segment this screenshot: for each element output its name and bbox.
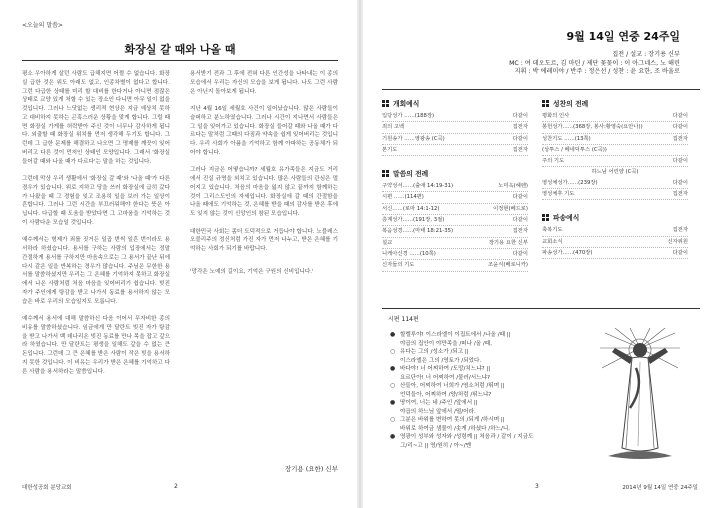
- order-item-name: 성찬기도 ……(13쪽): [542, 135, 591, 142]
- order-item-leader: 이정현(베드로): [493, 205, 528, 212]
- psalm-verse: [390, 348, 600, 357]
- section-gap: [542, 200, 688, 210]
- order-item-name: 구약성서……(출애 14:19-31): [382, 183, 454, 190]
- order-item: [542, 248, 688, 259]
- verse-text: 이스라엘은 그의 /영토가 /되었다.: [400, 357, 482, 364]
- order-item-leader: 집전자: [672, 191, 688, 198]
- order-item: [542, 189, 688, 200]
- verse-bullet-icon: ●: [390, 433, 396, 440]
- order-item-name: 영성체후 기도: [542, 191, 575, 198]
- closing-quote: '망각은 노예의 길이요, 기억은 구원의 신비입니다.': [190, 268, 314, 275]
- church-name-footer: 대한성공회 분당교회: [22, 485, 72, 491]
- order-item: [382, 145, 528, 156]
- sermon-column-1: [22, 70, 170, 385]
- order-item: [382, 122, 528, 133]
- order-item-name: 축복기도: [542, 227, 563, 234]
- paragraph: 그런데 막상 우리 생활에서 '화장실 갈 때'와 '나올 때'가 다른 경우가 있습니다. 위로 지하고 당을 쓰러 화장실에 급히 갔다가 나왔을 때 그 경험을 잊고 조용히 일을 보러 가는 일상이 흔합니다. 그러나 그런 시간을 부끄러워해야 한다는 뜻은 아닙니다. 다급할 때 도움을 받았다면 그 고마움을 기억하는 것이 사람다운 모습일 것입니다.: [22, 176, 170, 226]
- page-number: 3: [535, 483, 539, 490]
- psalm-verse: [390, 365, 600, 374]
- section-gap: [382, 156, 528, 166]
- order-of-service-right: [542, 96, 688, 259]
- week-title: 9월 14일 연중 24주일: [566, 30, 680, 43]
- page-number: 2: [174, 483, 178, 490]
- order-item-leader: 다같이: [672, 249, 688, 256]
- paragraph: 용서받기 전과 그 후에 전혀 다른 인간성을 나타내는 이 종의 모습에서 우리는 자신의 모습을 보게 됩니다. 나도 그런 사람은 아닌지 돌아보게 됩니다.: [190, 71, 338, 95]
- date-footer: 2014년 9월 14일 연중 24주일: [622, 485, 698, 491]
- right-page: [360, 0, 720, 508]
- order-item: [542, 134, 688, 145]
- order-item-leader: 다같이: [672, 124, 688, 131]
- role-line: MC : 여 데오도르, 김 마틴 / 제단 꽃꽂이 : 이 아그네스, 노 해린: [509, 59, 680, 67]
- cross-icon: [542, 100, 549, 107]
- order-item-name: 층계성가……(191장, 3절): [382, 217, 445, 224]
- order-item: [382, 238, 528, 249]
- verse-bullet-icon: ●: [390, 365, 396, 372]
- order-item-leader: 집전자: [672, 135, 688, 142]
- verse-text: 산들아, 어찌하여 너희가 /염소처럼 /뛰며 ||: [400, 383, 505, 389]
- psalm-verse: [390, 416, 600, 425]
- order-item: [542, 225, 688, 236]
- psalm-text: [390, 331, 600, 450]
- order-item-leader: 집전자: [512, 124, 528, 131]
- order-section-title: 성찬의 전례: [553, 100, 589, 108]
- psalm-title: 시편 114편: [388, 316, 419, 323]
- order-item: [542, 167, 688, 177]
- verse-text: 할렐루야! 이스라엘이 이집트에서 /나올 /때 ||: [400, 332, 511, 338]
- paragraph: 대한민국 사회는 좀더 도덕적으로 거듭나야 합니다. 노블레스 오블리주의 정신처럼 가진 자가 먼저 나누고, 받은 은혜를 기억하는 사회가 되기를 바랍니다.: [190, 228, 338, 252]
- verse-text: 바다야! 너 어찌하여 /도망/치느냐? ||: [400, 366, 491, 372]
- order-item-name: 신자들의 기도: [382, 262, 415, 269]
- psalm-verse: [390, 382, 600, 391]
- psalm-divider: [382, 308, 700, 309]
- order-item-name: 영성체성가……(239장): [542, 179, 598, 186]
- order-item: [382, 192, 528, 203]
- order-item: [382, 134, 528, 145]
- order-item: [382, 260, 528, 271]
- order-item: [542, 156, 688, 167]
- risen-christ-illustration: [600, 328, 680, 468]
- order-item-leader: 집전자: [512, 228, 528, 235]
- order-item: [382, 181, 528, 192]
- order-item-leader: 다같이: [672, 179, 688, 186]
- order-item-name: 기원송가 ……영광송 (C곡): [382, 135, 445, 142]
- order-item-name: 하느님 어린양 (C곡): [591, 169, 639, 176]
- order-item-leader: 노미옥(헤렌): [498, 183, 528, 190]
- verse-text: 땅이여, 너는 네 /주인 /앞에서 ||: [400, 400, 478, 406]
- order-section-heading: [542, 212, 688, 222]
- order-item: [542, 178, 688, 189]
- order-item-name: 파송성가……(470장): [542, 249, 593, 256]
- service-roles: [509, 51, 680, 77]
- order-item-leader: 집전자: [512, 146, 528, 153]
- psalm-verse: [390, 331, 600, 340]
- signature: 장기용 (요한) 신부: [284, 465, 338, 473]
- cross-icon: [542, 214, 549, 221]
- order-item: [382, 215, 528, 226]
- verse-text: 야곱의 집안이 야만족을 /떠나 /올 /때,: [400, 340, 492, 347]
- order-item-name: 본기도: [382, 146, 398, 153]
- order-item-name: 주의 기도: [542, 158, 565, 165]
- order-item-leader: 다같이: [512, 113, 528, 119]
- verse-text: 바위로 하여금 샘물이 /솟게 /하셨다 /하느/니.: [400, 425, 511, 432]
- order-item-name: (상투스 / 베네딕투스 (C곡)): [542, 146, 607, 153]
- order-item: [382, 249, 528, 260]
- order-item-leader: 다같이: [672, 158, 688, 165]
- order-item: [542, 237, 688, 248]
- order-item-leader: 조윤식(베로니카): [488, 262, 528, 269]
- order-item-leader: 신자위원: [667, 238, 688, 245]
- order-section-heading: [382, 98, 528, 108]
- verse-bullet-icon: ●: [390, 399, 396, 406]
- order-section-heading: [542, 98, 688, 108]
- order-item: [542, 111, 688, 122]
- order-section-heading: [382, 168, 528, 178]
- order-item-name: 입당성가 ……(188장): [382, 113, 435, 119]
- order-item-leader: 다같이: [672, 113, 688, 119]
- order-item-name: 복음성경……(마태 18:21-35): [382, 228, 454, 235]
- paragraph: 예수께서 용서에 대해 말씀하신 다음 이어서 무자비한 종의 비유를 말씀하셨습니다. 임금에게 만 달란트 빚진 자가 탕감을 받고 나가서 백 데나리온 빚진 동료를 만나 목을 잡고 갚으라 하였습니다. 만 달란트는 평생을 일해도 갚을 수 없는 큰 돈입니다. 그런데 그 큰 은혜를 받은 사람이 작은 빚을 용서하지 못한 것입니다. 이 비유는 우리가 받은 은혜를 기억하고 다른 사람을 용서하라는 말씀입니다.: [22, 316, 170, 375]
- order-item-leader: 다같이: [512, 194, 528, 201]
- order-item-name: 봉헌성가……(368장, 봉사:황영숙(요안나)): [542, 124, 643, 131]
- paragraph: 예수께서는 형제가 죄를 짓거든 일곱 번씩 일흔 번이라도 용서하라 하셨습니다. 용서를 구하는 사람의 입장에서는 정말 간절하게 용서를 구하지만 마음속으로는 그 용서가 끝난 뒤에 다시 같은 일을 반복하는 경우가 많습니다. 주님은 무한한 용서를 말씀하셨지만 우리는 그 은혜를 기억하지 못하고 화장실에서 나온 사람처럼 처음 마음을 잊어버리기 쉽습니다. 빚진 자가 주인에게 탕감을 받고 나가서 동료를 용서하지 않는 모습은 바로 우리의 모습일지도 모릅니다.: [22, 237, 170, 305]
- verse-text: 요르단아! 너 어찌하여 /물러/서느냐?: [400, 374, 490, 381]
- verse-text: 그분은 바위를 변하여 못의 /되게 /하시며 ||: [400, 417, 505, 423]
- cross-icon: [382, 170, 389, 177]
- order-item-name: 서신……(로마 14:1-12): [382, 205, 440, 212]
- verse-bullet-icon: ○: [390, 382, 396, 389]
- role-line: 지휘 : 박 에레미야 / 반주 : 정은선 / 성찬 : 윤 요한, 조 바울로: [514, 68, 680, 76]
- section-tag: <오늘의 말씀>: [22, 22, 63, 29]
- order-item-name: 평화의 인사: [542, 113, 570, 119]
- order-item-name: 시편 ……(114편): [382, 194, 424, 201]
- paragraph: 지난 4월 16일 세월호 사건이 일어났습니다. 많은 사람들이 슬퍼하고 분노하였습니다. 그러나 시간이 지나면서 사람들은 그 일을 잊어가고 있습니다. 화장실 들어갈 때와 나올 때가 다르다는 말처럼 그때의 다짐과 약속을 쉽게 잊어버리는 것입니다. 우리 사회가 아픔을 기억하고 함께 아파하는 공동체가 되어야 합니다.: [190, 106, 338, 156]
- sermon-column-2: [190, 70, 338, 285]
- order-item: [382, 111, 528, 122]
- verse-text: 그/리~고 || 영/원히 / 아~/멘: [400, 442, 472, 449]
- order-item: [382, 226, 528, 237]
- order-item: [542, 145, 688, 156]
- order-item-leader: 다같이: [512, 135, 528, 142]
- order-item-name: 설교: [382, 239, 393, 246]
- order-of-service-left: [382, 96, 528, 272]
- verse-bullet-icon: ○: [390, 348, 396, 355]
- verse-text: 언덕들아, 어찌하여 /양/처럼 /뛰느냐?: [400, 391, 492, 398]
- order-item-leader: 집전자: [672, 227, 688, 234]
- verse-text: 유다는 그의 /성소가 /되고 ||: [400, 349, 469, 355]
- title-divider: [22, 60, 338, 61]
- psalm-verse: [390, 433, 600, 442]
- order-divider: [382, 89, 700, 90]
- verse-bullet-icon: ●: [390, 331, 396, 338]
- order-item-leader: 다같이: [512, 250, 528, 257]
- order-item-leader: 장기용 요한 신부: [488, 239, 528, 246]
- order-section-title: 파송예식: [553, 214, 580, 223]
- sermon-title: 화장실 갈 때와 나올 때: [124, 43, 236, 56]
- order-section-title: 개회예식: [393, 100, 420, 108]
- verse-text: 야곱의 하느님 앞에서 /떨/어라.: [400, 408, 476, 415]
- order-item-name: 죄의 고백: [382, 124, 405, 131]
- verse-text: 영광이 성부와 성자와 /성령께 || 처음과 / 같이 / 지금도: [400, 434, 534, 440]
- order-item-name: 니케아신경 ……(10쪽): [382, 250, 436, 257]
- paragraph: 평소 우아하게 살던 사람도 급해지면 어쩔 수 없습니다. 화장실 급한 것은 위도 아래도 없고, 인종차별이 없다고 합니다. 그런 다급한 상태를 미리 할 대비를 한다거나 아니면 점잖은 상태로 교양 있게 처할 수 있는 장소인 다니면 아무 일이 없을 것입니다. 그러나 느닷없는 생리적 현상은 지금 예상치 못하고 대비하지 못하는 곤혹스러운 상황을 맞게 합니다. 그럴 때면 화장실 가게를 허락받아 주신 것이 너무나 감사하게 됩니다. 외출할 때 화장실 위치를 먼저 생각해 두기도 합니다. 그런데 그 급한 문제를 해결하고 나오면 그 명제를 깨끗이 잊어버리고 다른 것이 먼저인 상태인 모양입니다. 그래서 '화장실 들어갈 때와 나올 때가 다르다'는 말을 하는 것입니다.: [22, 71, 170, 165]
- order-item-name: 교회소식: [542, 238, 563, 245]
- role-line: 집전 / 설교 : 장기용 신부: [612, 51, 680, 58]
- verse-bullet-icon: ○: [390, 416, 396, 423]
- order-section-title: 말씀의 전례: [393, 170, 429, 179]
- psalm-verse: [390, 399, 600, 408]
- order-item: [542, 122, 688, 133]
- paragraph: 그러나 지금은 어떻습니까? 세월호 유가족들은 지금도 거리에서 진실 규명을 외치고 있습니다. 많은 사람들의 관심은 멀어지고 있습니다. 처음의 마음을 잃지 않고 끝까지 함께하는 것이 그리스도인의 자세입니다. 화장실에 갈 때의 간절함을 나올 때에도 기억하는 것, 은혜를 받을 때의 감사를 받은 후에도 잊지 않는 것이 신앙인의 참된 모습입니다.: [190, 167, 338, 217]
- order-item: [382, 204, 528, 215]
- order-item-leader: 다같이: [512, 217, 528, 224]
- cross-icon: [382, 100, 389, 107]
